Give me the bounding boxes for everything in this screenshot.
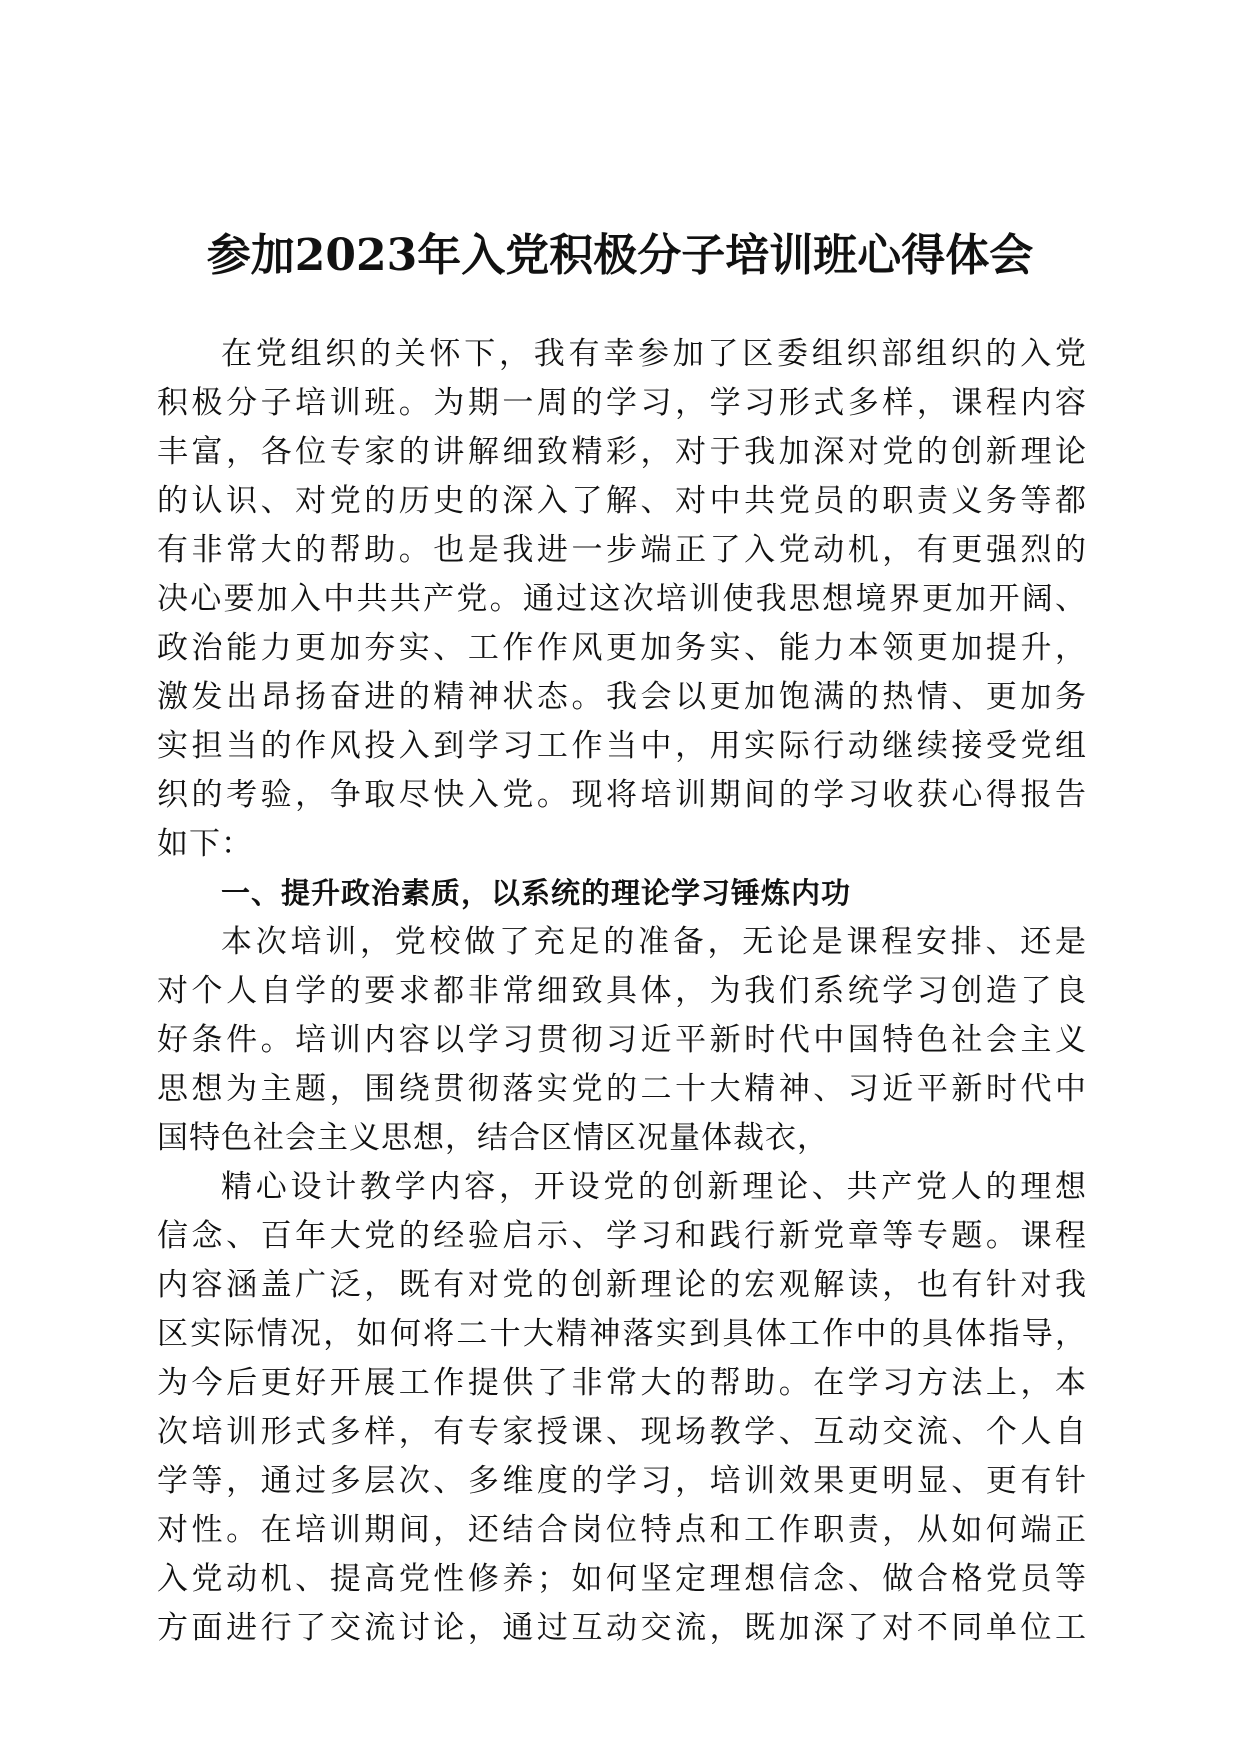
body-text-line: 信念、百年大党的经验启示、学习和践行新党章等专题。课程 <box>157 1218 1087 1254</box>
body-text-line: 入党动机、提高党性修养；如何坚定理想信念、做合格党员等 <box>157 1561 1087 1597</box>
body-text-line: 方面进行了交流讨论，通过互动交流，既加深了对不同单位工 <box>157 1610 1087 1646</box>
body-text-line: 的认识、对党的历史的深入了解、对中共党员的职责义务等都 <box>157 483 1087 519</box>
body-text-line: 精心设计教学内容，开设党的创新理论、共产党人的理想 <box>221 1169 1087 1205</box>
document-title: 参加2023年入党积极分子培训班心得体会 <box>206 230 1034 281</box>
body-text-line: 丰富，各位专家的讲解细致精彩，对于我加深对党的创新理论 <box>157 434 1087 470</box>
body-text-line: 实担当的作风投入到学习工作当中，用实际行动继续接受党组 <box>157 728 1087 764</box>
body-text-line: 思想为主题，围绕贯彻落实党的二十大精神、习近平新时代中 <box>157 1071 1087 1107</box>
body-text-line: 为今后更好开展工作提供了非常大的帮助。在学习方法上，本 <box>157 1365 1087 1401</box>
body-text-line: 织的考验，争取尽快入党。现将培训期间的学习收获心得报告 <box>157 777 1087 813</box>
body-text-line: 积极分子培训班。为期一周的学习，学习形式多样，课程内容 <box>157 385 1087 421</box>
body-text-line: 激发出昂扬奋进的精神状态。我会以更加饱满的热情、更加务 <box>157 679 1087 715</box>
body-text-line: 本次培训，党校做了充足的准备，无论是课程安排、还是 <box>221 924 1087 960</box>
body-text-line: 好条件。培训内容以学习贯彻习近平新时代中国特色社会主义 <box>157 1022 1087 1058</box>
body-text-line: 国特色社会主义思想，结合区情区况量体裁衣， <box>157 1120 829 1156</box>
body-text-line: 有非常大的帮助。也是我进一步端正了入党动机，有更强烈的 <box>157 532 1087 568</box>
body-text-line: 对性。在培训期间，还结合岗位特点和工作职责，从如何端正 <box>157 1512 1087 1548</box>
body-text-line: 决心要加入中共共产党。通过这次培训使我思想境界更加开阔、 <box>157 581 1087 617</box>
body-text-line: 对个人自学的要求都非常细致具体，为我们系统学习创造了良 <box>157 973 1087 1009</box>
body-text-line: 学等，通过多层次、多维度的学习，培训效果更明显、更有针 <box>157 1463 1087 1499</box>
document-body <box>157 330 1087 1653</box>
body-text-line: 政治能力更加夯实、工作作风更加务实、能力本领更加提升， <box>157 630 1087 666</box>
body-text-line: 如下： <box>157 826 253 862</box>
section-heading: 一、提升政治素质，以系统的理论学习锤炼内功 <box>221 876 852 910</box>
body-text-line: 在党组织的关怀下，我有幸参加了区委组织部组织的入党 <box>221 336 1087 372</box>
body-text-line: 区实际情况，如何将二十大精神落实到具体工作中的具体指导， <box>157 1316 1087 1352</box>
body-text-line: 次培训形式多样，有专家授课、现场教学、互动交流、个人自 <box>157 1414 1087 1450</box>
body-text-line: 内容涵盖广泛，既有对党的创新理论的宏观解读，也有针对我 <box>157 1267 1087 1303</box>
